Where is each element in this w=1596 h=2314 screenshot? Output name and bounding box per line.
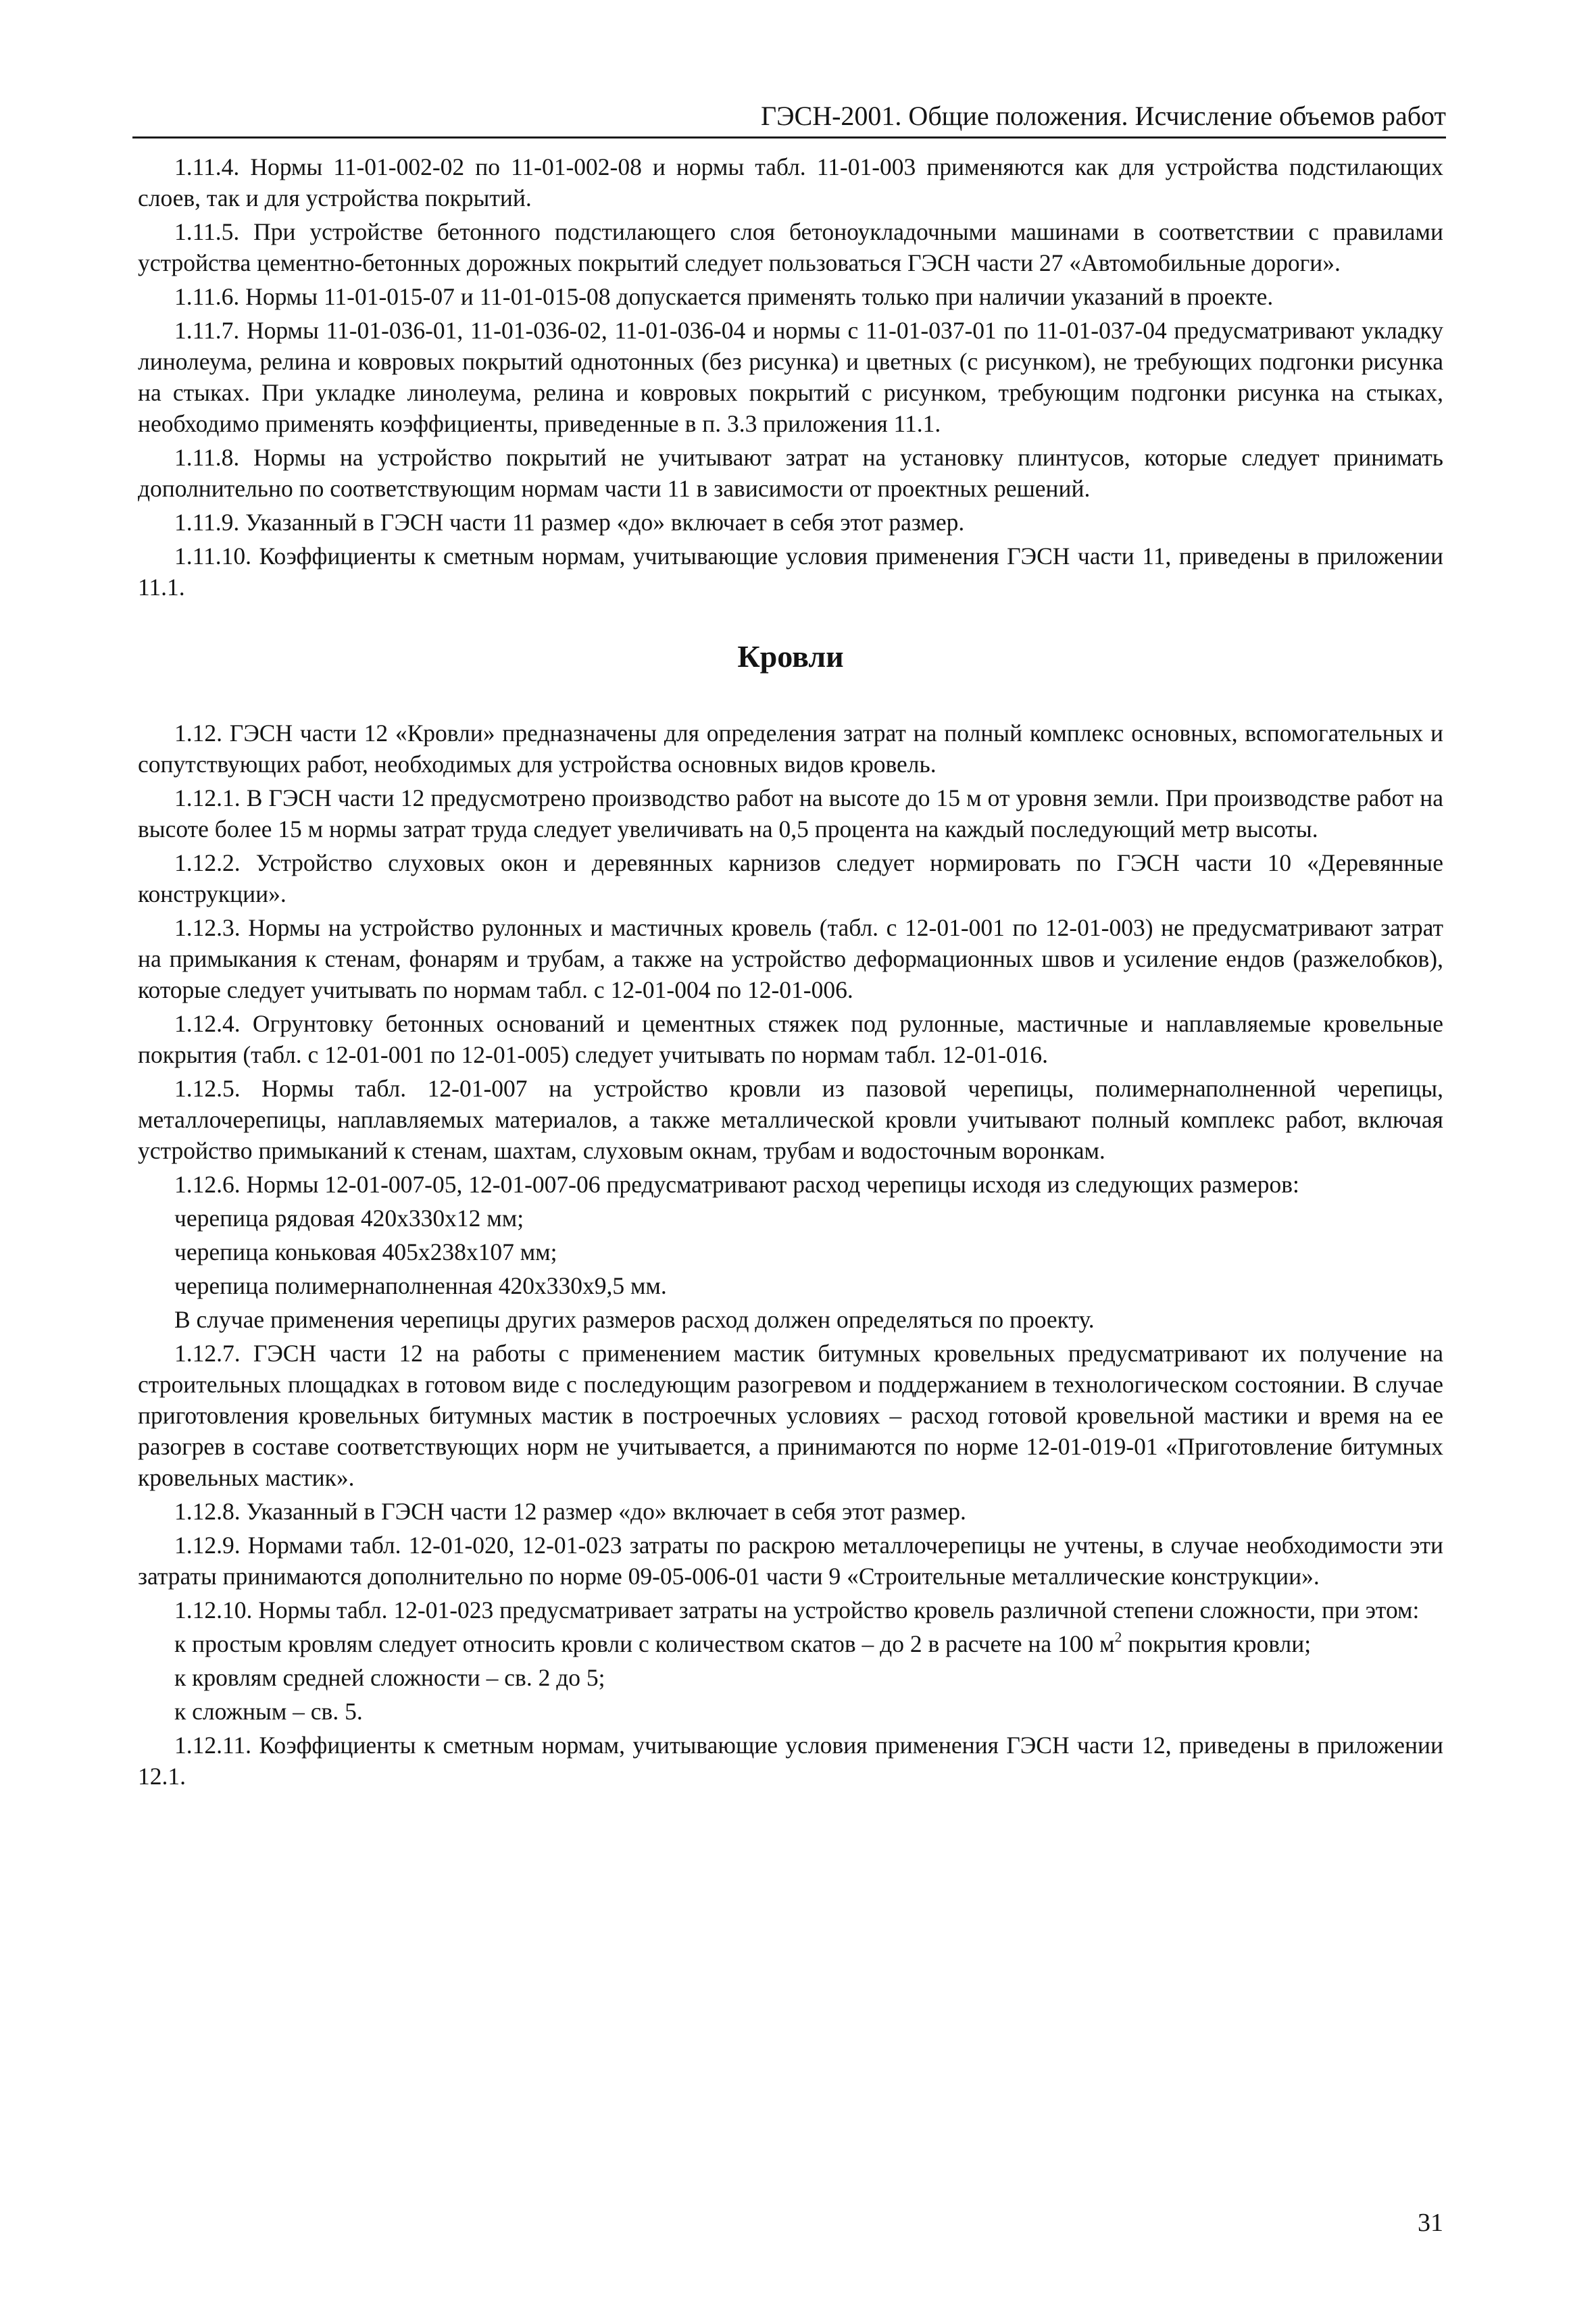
- paragraph-other-sizes: В случае применения черепицы других размеров расход должен определяться по проекту.: [174, 1306, 1095, 1333]
- paragraph-1-12: 1.12. ГЭСН части 12 «Кровли» предназначены для определения затрат на полный комплекс основных, вспомогательных и сопутствующих работ, необходимых для устройства основных видов кровель.: [138, 720, 1443, 778]
- paragraph-1-12-6: 1.12.6. Нормы 12-01-007-05, 12-01-007-06 предусматривают расход черепицы исходя из следующих размеров:: [174, 1171, 1299, 1198]
- running-header: ГЭСН-2001. Общие положения. Исчисление объемов работ: [132, 101, 1446, 139]
- complexity-simple: [138, 1628, 1443, 1659]
- tile-size-item: черепица полимернаполненная 420х330х9,5 мм.: [174, 1272, 667, 1299]
- paragraph-1-11-10: 1.11.10. Коэффициенты к сметным нормам, учитывающие условия применения ГЭСН части 11, приведены в приложении 11.1.: [138, 543, 1443, 601]
- paragraph-1-11-4: 1.11.4. Нормы 11-01-002-02 по 11-01-002-08 и нормы табл. 11-01-003 применяются как для устройства подстилающих слоев, так и для устройства покрытий.: [138, 153, 1443, 211]
- complexity-simple-text: к простым кровлям следует относить кровли с количеством скатов – до 2 в расчете на 100 м: [174, 1630, 1115, 1657]
- page-body: [138, 151, 1443, 1792]
- paragraph-1-12-10: 1.12.10. Нормы табл. 12-01-023 предусматривает затраты на устройство кровель различной степени сложности, при этом:: [174, 1596, 1420, 1624]
- superscript-2: 2: [1114, 1629, 1122, 1646]
- paragraph-1-11-5: 1.11.5. При устройстве бетонного подстилающего слоя бетоноукладочными машинами в соответствии с правилами устройства цементно-бетонных дорожных покрытий следует пользоваться ГЭСН части 27 «Автомобильные дороги».: [138, 218, 1443, 276]
- paragraph-1-12-2: 1.12.2. Устройство слуховых окон и деревянных карнизов следует нормировать по ГЭСН части 10 «Деревянные конструкции».: [138, 849, 1443, 907]
- paragraph-1-11-9: 1.11.9. Указанный в ГЭСН части 11 размер «до» включает в себя этот размер.: [174, 509, 965, 536]
- paragraph-1-12-11: 1.12.11. Коэффициенты к сметным нормам, учитывающие условия применения ГЭСН части 12, приведены в приложении 12.1.: [138, 1732, 1443, 1790]
- tile-size-item: черепица рядовая 420х330х12 мм;: [174, 1205, 524, 1232]
- paragraph-1-11-6: 1.11.6. Нормы 11-01-015-07 и 11-01-015-08 допускается применять только при наличии указаний в проекте.: [174, 283, 1274, 310]
- paragraph-1-12-4: 1.12.4. Огрунтовку бетонных оснований и цементных стяжек под рулонные, мастичные и наплавляемые кровельные покрытия (табл. с 12-01-001 по 12-01-005) следует учитывать по нормам табл. 12-01-016.: [138, 1010, 1443, 1068]
- paragraph-1-12-3: 1.12.3. Нормы на устройство рулонных и мастичных кровель (табл. с 12-01-001 по 12-01-003) не предусматривают затрат на примыкания к стенам, фонарям и трубам, а также на устройство деформационных швов и усиление ендов (разжелобков), которые следует учитывать по нормам табл. с 12-01-004 по 12-01-006.: [138, 914, 1443, 1003]
- section-heading-roofs: Кровли: [737, 639, 844, 674]
- paragraph-1-11-8: 1.11.8. Нормы на устройство покрытий не учитывают затрат на установку плинтусов, которые следует принимать дополнительно по соответствующим нормам части 11 в зависимости от проектных решений.: [138, 444, 1443, 502]
- tile-size-item: черепица коньковая 405х238х107 мм;: [174, 1238, 557, 1265]
- paragraph-1-12-1: 1.12.1. В ГЭСН части 12 предусмотрено производство работ на высоте до 15 м от уровня земли. При производстве работ на высоте более 15 м нормы затрат труда следует увеличивать на 0,5 процента на каждый последующий метр высоты.: [138, 784, 1443, 842]
- paragraph-1-12-5: 1.12.5. Нормы табл. 12-01-007 на устройство кровли из пазовой черепицы, полимернаполненной черепицы, металлочерепицы, наплавляемых материалов, а также металлической кровли учитывают полный комплекс работ, включая устройство примыканий к стенам, шахтам, слуховым окнам, трубам и водосточным воронкам.: [138, 1075, 1443, 1164]
- complexity-simple-tail: покрытия кровли;: [1122, 1630, 1312, 1657]
- complexity-complex: к сложным – св. 5.: [174, 1698, 363, 1725]
- paragraph-1-11-7: 1.11.7. Нормы 11-01-036-01, 11-01-036-02, 11-01-036-04 и нормы с 11-01-037-01 по 11-01-037-04 предусматривают укладку линолеума, релина и ковровых покрытий однотонных (без рисунка) и цветных (с рисунком), не требующих подгонки рисунка на стыках. При укладке линолеума, релина и ковровых покрытий с рисунком, требующим подгонки рисунка на стыках, необходимо применять коэффициенты, приведенные в п. 3.3 приложения 11.1.: [138, 317, 1443, 437]
- complexity-medium: к кровлям средней сложности – св. 2 до 5;: [174, 1664, 605, 1691]
- paragraph-1-12-9: 1.12.9. Нормами табл. 12-01-020, 12-01-023 затраты по раскрою металлочерепицы не учтены, в случае необходимости эти затраты принимаются дополнительно по норме 09-05-006-01 части 9 «Строительные металлические конструкции».: [138, 1532, 1443, 1590]
- page-number: 31: [1418, 2209, 1443, 2237]
- paragraph-1-12-7: 1.12.7. ГЭСН части 12 на работы с применением мастик битумных кровельных предусматривают их получение на строительных площадках в готовом виде с последующим разогревом и поддержанием в технологическом состоянии. В случае приготовления кровельных битумных мастик в построечных условиях – расход готовой кровельной мастики и время на ее разогрев в составе соответствующих норм не учитывается, а принимаются по норме 12-01-019-01 «Приготовление битумных кровельных мастик».: [138, 1340, 1443, 1491]
- paragraph-1-12-8: 1.12.8. Указанный в ГЭСН части 12 размер «до» включает в себя этот размер.: [174, 1498, 966, 1525]
